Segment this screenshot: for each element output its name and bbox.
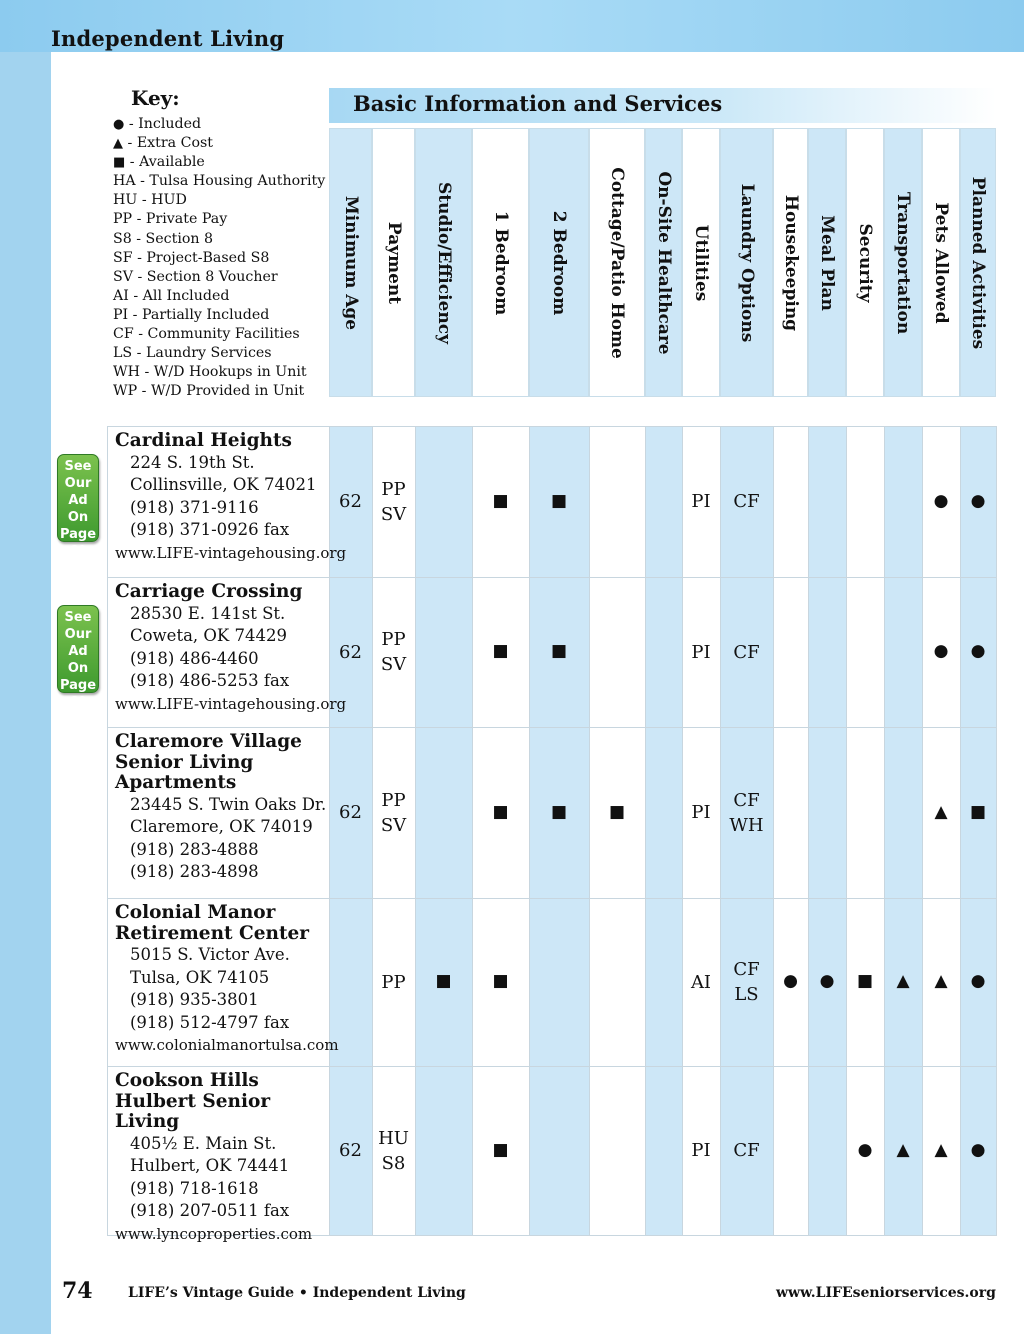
included-icon: ●: [970, 641, 986, 661]
column-header: [808, 128, 846, 397]
key-item-text: CF - Community Facilities: [113, 326, 300, 343]
available-icon: ■: [492, 641, 509, 661]
facility-address-line: (918) 283-4898: [130, 862, 259, 881]
key-item: [113, 210, 325, 229]
column-divider: [996, 426, 997, 1236]
available-icon: ■: [492, 1139, 509, 1160]
extra-cost-icon: ▲: [934, 801, 948, 822]
facility-name: Cookson Hills Hulbert Senior Living: [115, 1070, 271, 1132]
column-divider: [415, 426, 416, 1236]
table-cell: 62: [339, 491, 362, 512]
column-header-label: On-Site Healthcare: [653, 170, 674, 355]
key-item: [113, 363, 325, 382]
column-divider: [645, 426, 646, 1236]
column-header: [682, 128, 720, 397]
key-item-text: PP - Private Pay: [113, 211, 228, 228]
column-divider: [846, 426, 847, 1236]
facility-address-line: (918) 283-4888: [130, 839, 259, 859]
column-header-label: Planned Activities: [968, 176, 988, 349]
footer-title: LIFE’s Vintage Guide • Independent Living: [128, 1285, 466, 1301]
column-divider: [884, 426, 885, 1236]
available-icon: ■: [492, 490, 509, 511]
available-icon: ■: [550, 490, 568, 511]
available-icon: ■: [492, 801, 509, 822]
available-icon: ■: [550, 641, 568, 661]
table-cell: CF LS: [733, 959, 760, 1005]
table-row: [115, 732, 326, 884]
key-item: [113, 191, 325, 210]
extra-cost-icon: ▲: [934, 1139, 948, 1160]
column-header-label: 2 Bedroom: [549, 210, 569, 315]
extra-cost-icon: ▲: [896, 1139, 910, 1160]
see-ad-badge[interactable]: [57, 454, 99, 559]
table-cell: CF: [733, 491, 760, 512]
column-header: [960, 128, 996, 397]
facility-address-line: 405½ E. Main St.: [130, 1133, 277, 1153]
table-cell: PI: [691, 802, 711, 823]
facility-address-line: Hulbert, OK 74441: [130, 1156, 290, 1175]
key-list: [113, 115, 325, 401]
column-stripe: [960, 426, 996, 1236]
key-item-text: SF - Project-Based S8: [113, 249, 270, 266]
key-item-text: S8 - Section 8: [113, 230, 214, 247]
extra-cost-icon: ▲: [896, 971, 910, 991]
key-item-text: SV - Section 8 Voucher: [113, 268, 278, 285]
badge-text: Our: [64, 476, 92, 491]
facility-website[interactable]: www.LIFE-vintagehousing.org: [115, 543, 347, 562]
key-item-text: - Extra Cost: [123, 135, 214, 152]
badge-text: 69: [68, 544, 88, 559]
key-item: [113, 230, 325, 249]
table-cell: PI: [691, 1140, 711, 1161]
facility-address-line: (918) 371-9116: [130, 497, 259, 517]
key-item-text: HA - Tulsa Housing Authority: [113, 173, 326, 190]
column-header: [773, 128, 808, 397]
column-divider: [682, 426, 683, 1236]
table-cell: HU S8: [378, 1127, 409, 1174]
facility-address-line: (918) 718-1618: [130, 1178, 259, 1198]
column-header: [922, 128, 960, 397]
facility-address-line: (918) 486-5253 fax: [130, 671, 290, 690]
column-header: [589, 128, 645, 397]
key-symbol-icon: ▲: [113, 136, 123, 152]
key-item-text: - Included: [124, 116, 202, 132]
key-item: [113, 306, 325, 325]
column-header: [884, 128, 922, 397]
facility-address-line: (918) 371-0926 fax: [130, 520, 290, 539]
facility-address-line: 5015 S. Victor Ave.: [130, 945, 290, 964]
row-divider: [107, 426, 996, 427]
available-icon: ■: [856, 971, 874, 991]
facility-address-line: (918) 486-4460: [130, 648, 259, 668]
key-item: [113, 134, 325, 153]
included-icon: ●: [783, 971, 798, 991]
column-header: [372, 128, 415, 397]
column-header: [472, 128, 529, 397]
key-item-text: AI - All Included: [113, 287, 230, 304]
table-cell: CF WH: [729, 789, 764, 836]
available-icon: ■: [969, 801, 987, 822]
key-item-text: PI - Partially Included: [113, 306, 270, 323]
facility-name: Carriage Crossing: [115, 581, 303, 602]
facility-website[interactable]: www.lyncoproperties.com: [115, 1224, 313, 1243]
column-header: [720, 128, 773, 397]
column-header-label: Studio/Efficiency: [433, 181, 454, 344]
table-cell: 62: [339, 1140, 362, 1161]
table-row: [115, 903, 339, 1056]
facility-address-line: (918) 512-4797 fax: [130, 1012, 290, 1032]
facility-website[interactable]: www.LIFE-vintagehousing.org: [115, 694, 347, 713]
row-divider: [107, 577, 996, 578]
key-item-text: - Available: [125, 154, 205, 171]
key-item: [113, 268, 325, 287]
badge-text: 69: [68, 695, 88, 710]
row-divider: [107, 727, 996, 728]
badge-text: See: [64, 610, 92, 625]
key-item-text: WP - W/D Provided in Unit: [113, 383, 305, 400]
badge-text: See: [64, 459, 92, 474]
table-cell: PI: [691, 641, 711, 663]
key-item: [113, 249, 325, 268]
info-banner-title: Basic Information and Services: [353, 91, 723, 116]
facility-address-line: 28530 E. 141st St.: [130, 603, 286, 623]
column-header: [645, 128, 682, 397]
key-item: [113, 287, 325, 306]
facility-name: Claremore Village Senior Living Apartments: [115, 731, 302, 793]
column-header: [529, 128, 589, 397]
facility-address-line: 23445 S. Twin Oaks Dr.: [130, 794, 327, 814]
table-cell: PP SV: [380, 478, 407, 525]
available-icon: ■: [608, 801, 626, 822]
page-number: 74: [62, 1278, 93, 1304]
info-banner: [329, 88, 996, 123]
available-icon: ■: [492, 971, 509, 991]
included-icon: ●: [819, 971, 835, 991]
key-item: [113, 325, 325, 344]
column-header-label: Pets Allowed: [931, 201, 951, 324]
facility-address-line: (918) 207-0511 fax: [130, 1201, 290, 1220]
badge-text: Page: [59, 678, 97, 693]
key-symbol-icon: ■: [113, 155, 126, 171]
key-item: [113, 115, 325, 134]
section-title: Independent Living: [51, 26, 285, 51]
column-divider: [529, 426, 530, 1236]
table-row: [115, 1071, 320, 1245]
column-divider: [922, 426, 923, 1236]
row-divider: [107, 898, 996, 899]
facility-address-line: Collinsville, OK 74021: [130, 475, 317, 494]
column-header: [415, 128, 472, 397]
key-item: [113, 344, 325, 363]
included-icon: ●: [933, 490, 949, 511]
column-stripe: [808, 426, 846, 1236]
column-divider: [107, 426, 108, 1236]
facility-name: Cardinal Heights: [115, 430, 292, 451]
column-header-label: Meal Plan: [817, 214, 837, 311]
key-symbol-icon: ●: [113, 117, 125, 132]
column-divider: [773, 426, 774, 1236]
column-divider: [472, 426, 473, 1236]
column-divider: [960, 426, 961, 1236]
see-ad-badge[interactable]: [57, 605, 99, 710]
table-cell: PP SV: [380, 789, 407, 836]
column-header-label: 1 Bedroom: [490, 210, 511, 315]
row-divider: [107, 1066, 996, 1067]
table-cell: 62: [339, 641, 362, 663]
table-cell: CF: [733, 1140, 760, 1161]
facility-address-line: Claremore, OK 74019: [130, 817, 313, 836]
column-header-label: Cottage/Patio Home: [607, 166, 627, 359]
badge-text: Ad On: [67, 644, 89, 676]
column-header-label: Transportation: [893, 191, 913, 334]
table-cell: PP SV: [380, 629, 407, 675]
key-item: [113, 172, 325, 191]
key-title: Key:: [131, 86, 180, 110]
facility-website[interactable]: www.colonialmanortulsa.com: [115, 1036, 339, 1054]
column-header-label: Security: [855, 223, 875, 302]
included-icon: ●: [933, 641, 949, 661]
left-margin-bar: [0, 52, 51, 1334]
column-header-label: Laundry Options: [736, 183, 757, 342]
included-icon: ●: [970, 971, 986, 991]
available-icon: ■: [435, 971, 452, 991]
key-item-text: WH - W/D Hookups in Unit: [113, 364, 307, 381]
column-header-label: Housekeeping: [780, 194, 801, 331]
table-cell: PP: [381, 971, 406, 993]
key-item-text: LS - Laundry Services: [113, 345, 272, 362]
key-item-text: HU - HUD: [113, 192, 187, 209]
column-divider: [589, 426, 590, 1236]
column-divider: [808, 426, 809, 1236]
included-icon: ●: [857, 1139, 873, 1160]
facility-address-line: (918) 935-3801: [130, 990, 259, 1009]
column-header: [846, 128, 884, 397]
available-icon: ■: [550, 801, 568, 822]
column-stripe: [529, 426, 589, 1236]
facility-address-line: Tulsa, OK 74105: [130, 967, 270, 987]
table-row: [115, 582, 346, 715]
facility-address-line: 224 S. 19th St.: [130, 452, 255, 472]
table-cell: AI: [690, 971, 712, 993]
column-header-label: Payment: [383, 221, 404, 304]
included-icon: ●: [970, 490, 986, 511]
badge-text: Our: [64, 627, 92, 642]
facility-address-line: Coweta, OK 74429: [130, 626, 287, 645]
facility-name: Colonial Manor Retirement Center: [115, 902, 310, 944]
key-item: [113, 382, 325, 401]
extra-cost-icon: ▲: [934, 971, 948, 991]
column-stripe: [415, 426, 472, 1236]
table-cell: 62: [339, 802, 362, 823]
table-row: [115, 431, 346, 564]
column-stripe: [884, 426, 922, 1236]
column-stripe: [645, 426, 682, 1236]
table-cell: PI: [691, 491, 711, 512]
key-item: [113, 153, 325, 172]
column-header: [329, 128, 372, 397]
table-cell: CF: [733, 641, 760, 663]
badge-text: Ad On: [67, 493, 89, 525]
badge-text: Page: [59, 527, 97, 542]
footer-url[interactable]: www.LIFEseniorservices.org: [776, 1285, 996, 1301]
included-icon: ●: [970, 1139, 986, 1160]
column-header-label: Utilities: [691, 224, 711, 301]
column-header-label: Minimum Age: [340, 195, 361, 330]
